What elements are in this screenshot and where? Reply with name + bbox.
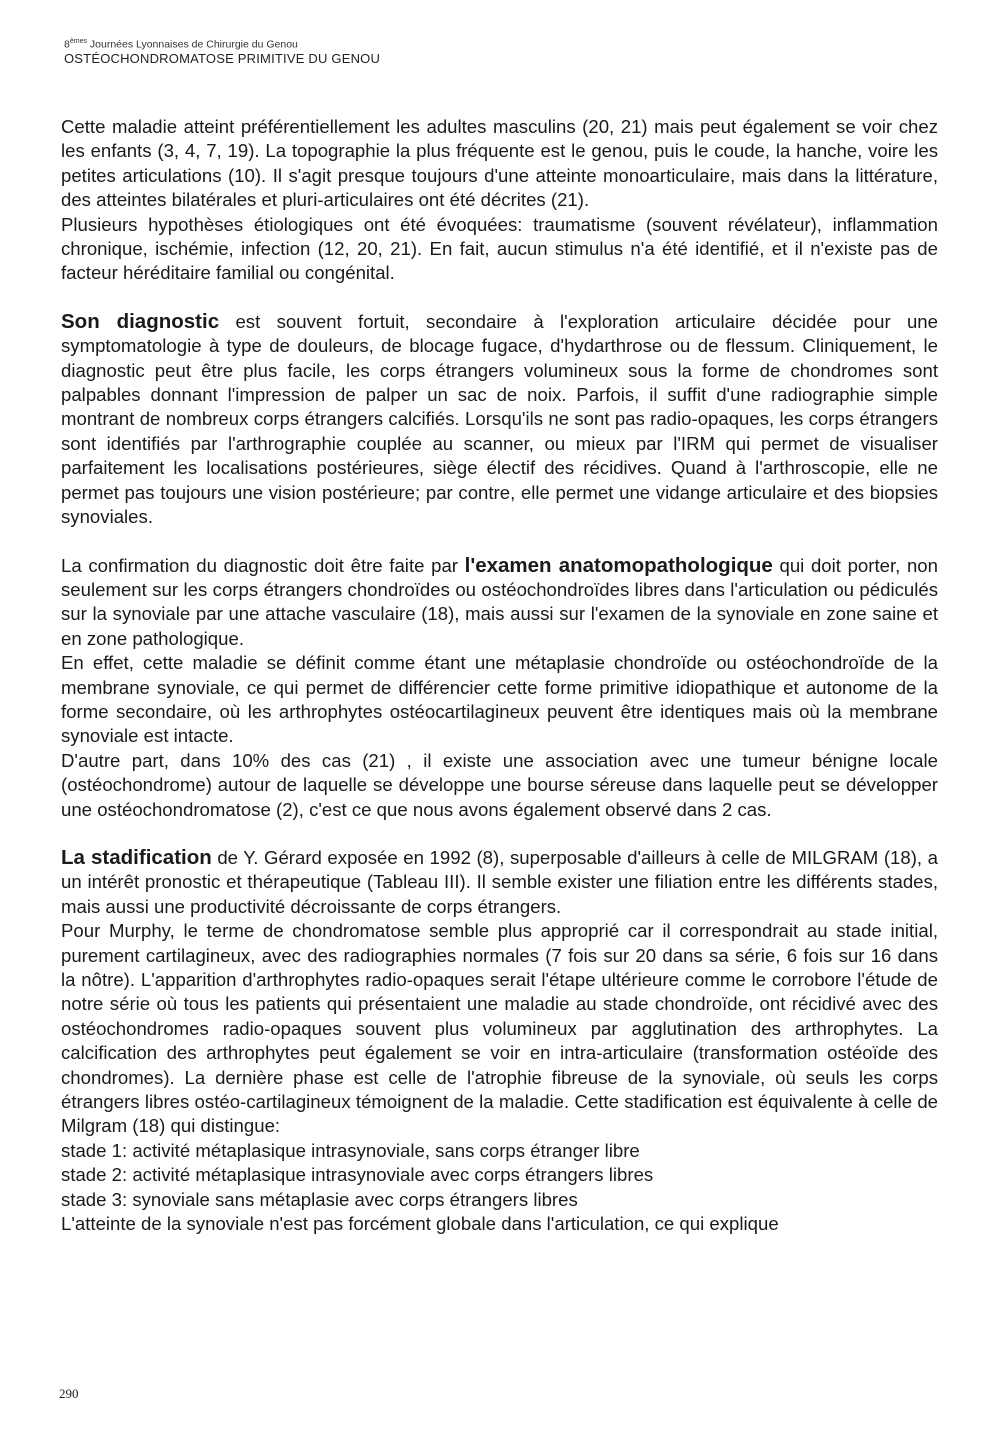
running-head (64, 38, 380, 67)
paragraph-murphy: Pour Murphy, le terme de chondromatose semble plus approprié car il correspondrait au stade initial, purement cartilagineux, avec des radiographies normales (7 fois sur 20 dans sa série, 6 fois sur 16 dans la nôtre). L'apparition d'arthrophytes radio-opaques serait l'étape ultérieure comme le corrobore l'étude de notre série où tous les patients qui présentaient une maladie au stade chondroïde, ont récidivé avec des ostéochondromes radio-opaques souvent plus volumineux par agglutination des arthrophytes. La calcification des arthrophytes peut également se voir en intra-articulaire (transformation ostéoïde des chondromes). La dernière phase est celle de l'atrophie fibreuse de la synoviale, où seuls les corps étrangers libres ostéo-cartilagineux témoignent de la maladie. Cette stadification est équivalente à celle de Milgram (18) qui distingue: (61, 920, 938, 1137)
conference-line (64, 38, 380, 51)
edition-suffix: èmes (69, 38, 87, 45)
paragraph-etiology: Plusieurs hypothèses étiologiques ont été évoquées: traumatisme (souvent révélateur), inflammation chronique, ischémie, infection (12, 20, 21). En fait, aucun stimulus n'a été identifié, et il n'existe pas de facteur héréditaire familial ou congénital. (61, 213, 938, 284)
page-number: 290 (59, 1386, 79, 1401)
staging-lead: La stadification (61, 845, 212, 869)
paragraph-staging (61, 846, 938, 919)
stage-item: stade 2: activité métaplasique intrasynoviale avec corps étrangers libres (61, 1164, 654, 1186)
pathology-text: qui doit porter, non seulement sur les corps étrangers chondroïdes ou ostéochondroïdes libres dans l'articulation ou pédiculés sur la synoviale par une attache vasculaire (18), mais aussi sur l'examen de la synoviale en zone saine et en zone pathologique. (61, 554, 938, 649)
paragraph-epidemiology: Cette maladie atteint préférentiellement les adultes masculins (20, 21) mais peut également se voir chez les enfants (3, 4, 7, 19). La topographie la plus fréquente est le genou, puis le coude, la hanche, voire les petites articulations (10). Il s'agit presque toujours d'une atteinte monoarticulaire, mais dans la littérature, des atteintes bilatérales et pluri-articulaires ont été décrites (21). (61, 116, 938, 211)
staging-text: de Y. Gérard exposée en 1992 (8), superposable d'ailleurs à celle de MILGRAM (18), a un intérêt pronostic et thérapeutique (Tableau III). Il semble exister une filiation entre les différents stades, mais aussi une productivité décroissante de corps étrangers. (61, 846, 938, 917)
diagnosis-lead: Son diagnostic (61, 309, 220, 333)
stage-item: stade 3: synoviale sans métaplasie avec corps étrangers libres (61, 1188, 578, 1210)
pathology-lead: l'examen anatomopathologique (464, 553, 773, 577)
diagnosis-text: est souvent fortuit, secondaire à l'exploration articulaire décidée pour une symptomatologie à type de douleurs, de blocage fugace, d'hydarthrose ou de flessum. Cliniquement, le diagnostic peut être plus facile, les corps étrangers volumineux sous la forme de chondromes sont palpables donnant l'impression de palper un sac de noix. Parfois, il suffit d'une radiographie simple montrant de nombreux corps étrangers calcifiés. Lorsqu'ils ne sont pas radio-opaques, les corps étrangers sont identifiés par l'arthrographie couplée au scanner, ou mieux par l'IRM qui permet de visualiser parfaitement les localisations postérieures, siège électif des récidives. Quand à l'arthroscopie, elle ne permet pas toujours une vision postérieure; par contre, elle permet une vidange articulaire et des biopsies synoviales. (61, 310, 938, 528)
article-body (61, 115, 938, 1236)
edition-number: 8 (64, 38, 70, 51)
stage-item: stade 1: activité métaplasique intrasynoviale, sans corps étranger libre (61, 1139, 640, 1161)
conference-name: Journées Lyonnaises de Chirurgie du Genou (89, 38, 298, 51)
article-title: OSTÉOCHONDROMATOSE PRIMITIVE DU GENOU (64, 51, 381, 67)
paragraph-association: D'autre part, dans 10% des cas (21) , il existe une association avec une tumeur bénigne locale (ostéochondrome) autour de laquelle se développe une bourse séreuse dans laquelle peut se développer une ostéochondromatose (2), c'est ce que nous avons également observé dans 2 cas. (61, 749, 938, 820)
paragraph-diagnosis (61, 310, 938, 530)
paragraph-pathology (61, 554, 938, 652)
paragraph-continuation: L'atteinte de la synoviale n'est pas forcément globale dans l'articulation, ce qui explique (61, 1213, 779, 1235)
paragraph-definition: En effet, cette maladie se définit comme étant une métaplasie chondroïde ou ostéochondroïde de la membrane synoviale, ce qui permet de différencier cette forme primitive idiopathique et autonome de la forme secondaire, où les arthrophytes ostéocartilagineux peuvent être identiques mais où la membrane synoviale est intacte. (61, 652, 938, 747)
pathology-pre: La confirmation du diagnostic doit être faite par (61, 554, 465, 576)
